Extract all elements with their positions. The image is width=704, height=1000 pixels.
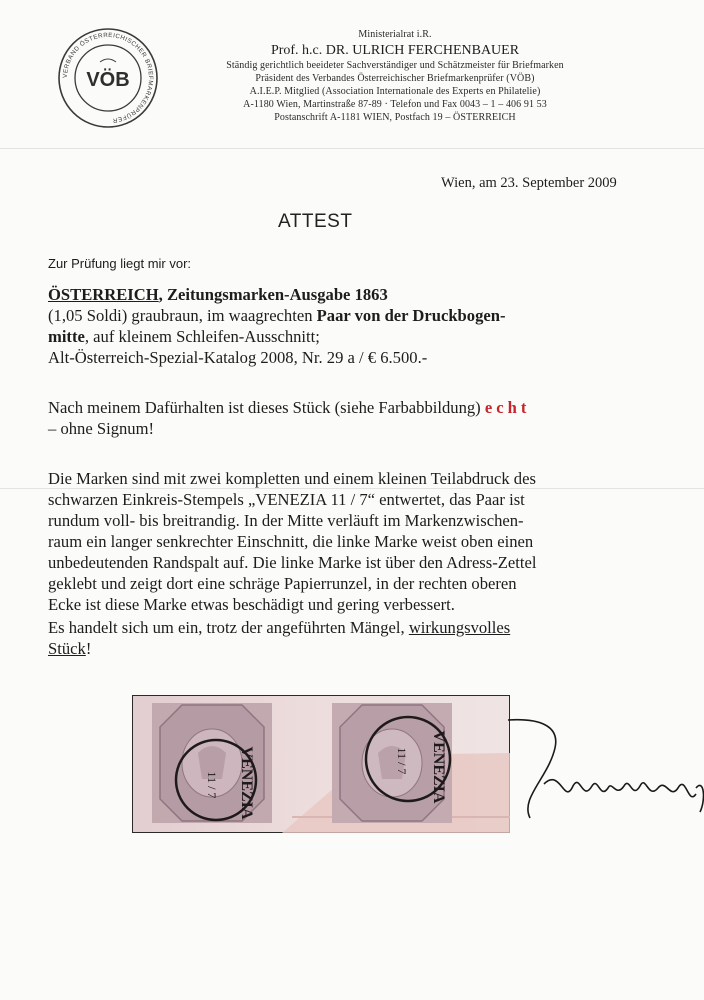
country-name: ÖSTERREICH bbox=[48, 285, 159, 304]
body-line: geklebt und zeigt dort eine schräge Papierrunzel, in der rechten oberen bbox=[48, 574, 517, 593]
body-text: Es handelt sich um ein, trotz der angeführten Mängel, bbox=[48, 618, 409, 637]
item-text-bold: Paar von der Druckbogen- bbox=[316, 306, 506, 325]
body-line bbox=[48, 618, 510, 638]
letterhead-line: Präsident des Verbandes Österreichischer Briefmarkenprüfer (VÖB) bbox=[255, 73, 535, 84]
body-text: ! bbox=[85, 639, 92, 658]
body-text-underlined: Stück bbox=[48, 639, 86, 658]
postmark-town: VENEZIA bbox=[238, 746, 255, 820]
letterhead-postal: Postanschrift A-1181 WIEN, Postfach 19 – ÖSTERREICH bbox=[274, 112, 516, 123]
body-line: raum ein langer senkrechter Einschnitt, die linke Marke weist oben einen bbox=[48, 532, 534, 551]
intro-text: Zur Prüfung liegt mir vor: bbox=[48, 256, 192, 271]
item-line bbox=[48, 306, 506, 326]
document-title: ATTEST bbox=[278, 211, 353, 232]
stamp-pair-photo bbox=[132, 695, 510, 833]
issue-name: , Zeitungsmarken-Ausgabe 1863 bbox=[158, 285, 388, 304]
verdict-text: Nach meinem Dafürhalten ist dieses Stück (siehe Farbabbildung) bbox=[48, 398, 485, 417]
document-date: Wien, am 23. September 2009 bbox=[441, 175, 617, 191]
verdict-line bbox=[48, 398, 530, 418]
letterhead-line: Ständig gerichtlich beeideter Sachverständiger und Schätzmeister für Briefmarken bbox=[226, 60, 564, 71]
item-text: (1,05 Soldi) graubraun, im waagrechten bbox=[48, 306, 317, 325]
letterhead-name: Prof. h.c. DR. ULRICH FERCHENBAUER bbox=[270, 43, 520, 58]
seal-ring-text: VERBAND ÖSTERREICHISCHER BRIEFMARKENPRÜFER bbox=[61, 31, 155, 124]
letterhead-line: A.I.E.P. Mitglied (Association Internationale des Experts en Philatelie) bbox=[249, 86, 541, 97]
letterhead-address: A-1180 Wien, Martinstraße 87-89 · Telefon und Fax 0043 – 1 – 406 91 53 bbox=[243, 99, 547, 110]
postmark-town: VENEZIA bbox=[430, 730, 447, 804]
item-line bbox=[48, 327, 320, 347]
body-line: Die Marken sind mit zwei kompletten und einem kleinen Teilabdruck des bbox=[48, 469, 536, 488]
paper-fold-line bbox=[0, 148, 704, 149]
seal-monogram: VÖB bbox=[86, 69, 130, 91]
body-line: rundum voll- bis breitrandig. In der Mitte verläuft im Markenzwischen- bbox=[48, 511, 524, 530]
item-heading bbox=[48, 285, 388, 305]
body-line bbox=[48, 639, 91, 659]
body-text-underlined: wirkungsvolles bbox=[408, 618, 511, 637]
body-line: schwarzen Einkreis-Stempels „VENEZIA 11 / 7“ entwertet, das Paar ist bbox=[48, 490, 525, 509]
postmark-date: 11 / 7 bbox=[395, 747, 409, 775]
voeb-seal-icon bbox=[56, 26, 160, 130]
verdict-line: – ohne Signum! bbox=[48, 419, 155, 438]
body-line: Ecke ist diese Marke etwas beschädigt und gering verbessert. bbox=[48, 595, 455, 614]
item-text: , auf kleinem Schleifen-Ausschnitt; bbox=[84, 327, 320, 346]
verdict-echt: echt bbox=[484, 398, 531, 417]
letterhead-rank: Ministerialrat i.R. bbox=[358, 29, 432, 40]
item-text-bold: mitte bbox=[48, 327, 85, 346]
catalog-line: Alt-Österreich-Spezial-Katalog 2008, Nr. 29 a / € 6.500.- bbox=[48, 348, 428, 367]
handwritten-signature bbox=[500, 708, 704, 838]
postmark-date: 11 / 7 bbox=[205, 771, 219, 799]
body-line: unbedeutenden Randspalt auf. Die linke Marke ist über den Adress-Zettel bbox=[48, 553, 537, 572]
